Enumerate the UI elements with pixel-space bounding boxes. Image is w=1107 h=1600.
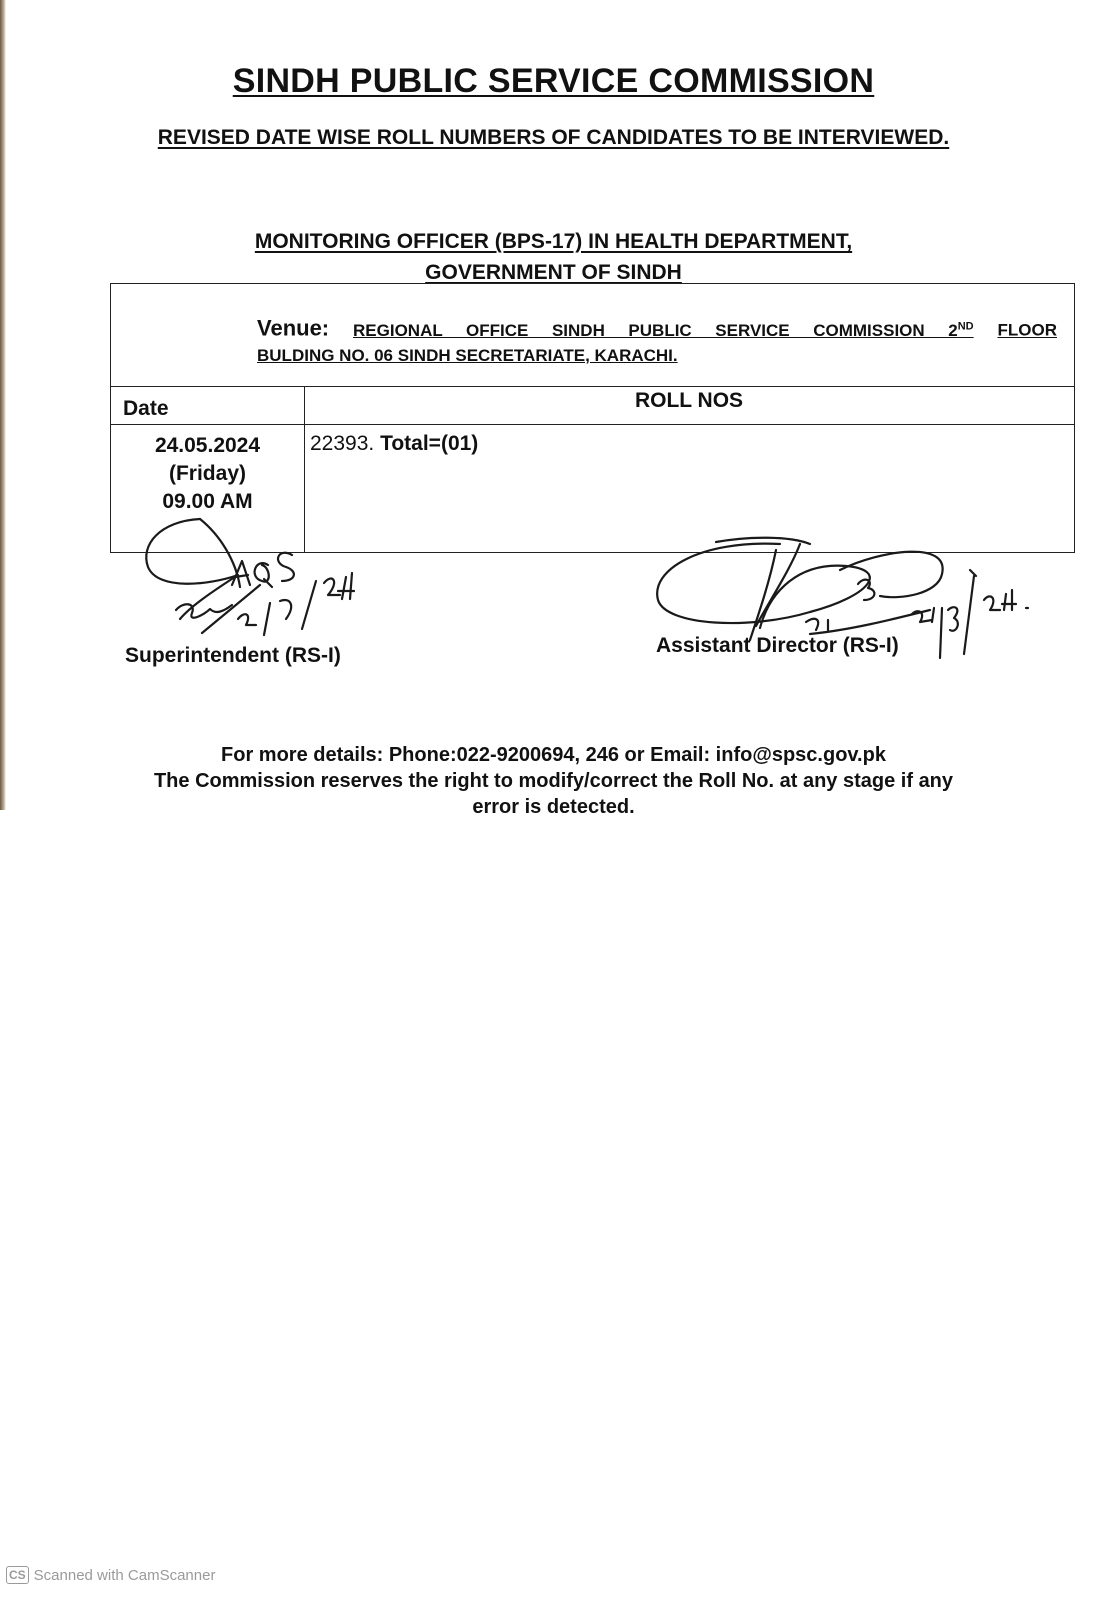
venue-line-2: BULDING NO. 06 SINDH SECRETARIATE, KARACHI.: [257, 345, 678, 365]
interview-day: (Friday): [168, 462, 246, 485]
venue-address-part1: REGIONAL OFFICE SINDH PUBLIC SERVICE COMMISSION 2ND: [353, 320, 974, 340]
camscanner-logo-icon: CS: [6, 1566, 29, 1584]
camscanner-text: Scanned with CamScanner: [33, 1566, 216, 1584]
disclaimer-line-2: error is detected.: [472, 796, 635, 818]
schedule-table: [110, 283, 1075, 553]
roll-number: 22393.: [310, 432, 375, 455]
divider: [111, 386, 1074, 387]
contact-line: For more details: Phone:022-9200694, 246 or Email: info@spsc.gov.pk: [221, 744, 886, 766]
roll-total: Total=(01): [380, 432, 479, 455]
page-title: SINDH PUBLIC SERVICE COMMISSION: [232, 62, 875, 100]
post-heading: [0, 226, 1107, 288]
venue-address-floor: FLOOR: [997, 320, 1057, 340]
interview-time: 09.00 AM: [162, 490, 253, 513]
venue-line-1: [257, 314, 1057, 343]
interview-date: 24.05.2024: [154, 434, 261, 457]
venue-block: [257, 314, 1057, 368]
camscanner-watermark: [6, 1566, 215, 1584]
footer-notice: [0, 742, 1107, 820]
page-subtitle: REVISED DATE WISE ROLL NUMBERS OF CANDIDATES TO BE INTERVIEWED.: [157, 126, 950, 149]
superintendent-title: Superintendent (RS-I): [125, 644, 341, 667]
header-roll-nos: ROLL NOS: [634, 389, 744, 412]
scan-edge: [0, 0, 6, 810]
divider: [111, 424, 1074, 425]
table-row-roll-cell: [310, 432, 478, 456]
post-line-2: GOVERNMENT OF SINDH: [425, 261, 682, 284]
disclaimer-line-1: The Commission reserves the right to modify/correct the Roll No. at any stage if any: [153, 770, 954, 792]
post-line-1: MONITORING OFFICER (BPS-17) IN HEALTH DEPARTMENT,: [254, 230, 853, 253]
header-date: Date: [123, 397, 169, 420]
venue-label: Venue:: [257, 315, 330, 341]
assistant-director-title: Assistant Director (RS-I): [656, 634, 899, 657]
table-row-date-cell: [111, 432, 304, 516]
